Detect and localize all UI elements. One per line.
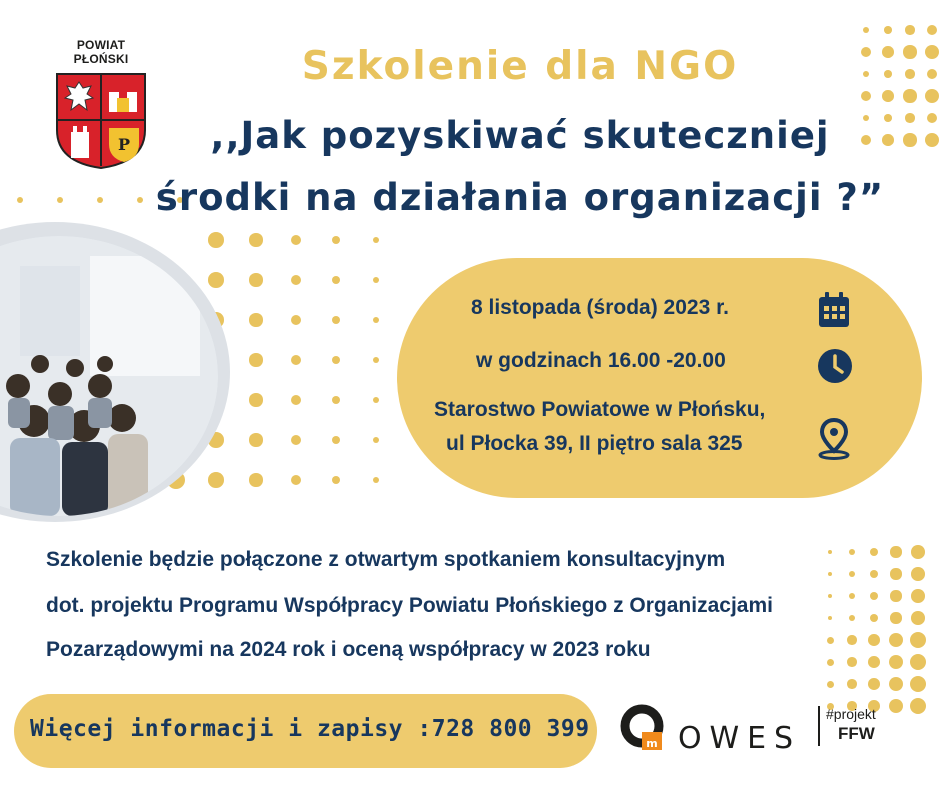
decorative-dot xyxy=(828,572,832,576)
description-line-3: Pozarządowymi na 2024 rok i oceną współpracy w 2023 roku xyxy=(46,638,651,661)
page-title: Szkolenie dla NGO xyxy=(301,44,739,89)
clock-icon xyxy=(817,348,853,384)
decorative-dot xyxy=(910,676,927,693)
event-date: 8 listopada (środa) 2023 r. xyxy=(471,296,729,319)
location-pin-icon xyxy=(817,418,851,460)
decorative-dot xyxy=(332,396,340,404)
decorative-dot xyxy=(828,550,832,554)
decorative-dot xyxy=(868,678,880,690)
decorative-dot xyxy=(849,593,855,599)
owes-label: OWES xyxy=(678,721,796,756)
decorative-dot xyxy=(828,616,832,620)
decorative-dot xyxy=(889,633,903,647)
decorative-dot xyxy=(291,435,302,446)
decorative-dot xyxy=(868,634,880,646)
decorative-dot xyxy=(249,233,262,246)
decorative-dot xyxy=(332,316,340,324)
decorative-dot xyxy=(890,568,901,579)
decorative-dot xyxy=(373,437,379,443)
decorative-dot xyxy=(870,570,879,579)
decorative-dot xyxy=(291,395,302,406)
decorative-dot xyxy=(910,632,927,649)
decorative-dot xyxy=(925,133,940,148)
decorative-dot xyxy=(332,236,340,244)
decorative-dot xyxy=(849,571,855,577)
decorative-dot xyxy=(847,635,856,644)
decorative-dot xyxy=(890,590,901,601)
decorative-dot xyxy=(847,657,856,666)
decorative-dot xyxy=(889,677,903,691)
decorative-dot xyxy=(373,357,379,363)
decorative-dot xyxy=(249,433,262,446)
contact-info: Więcej informacji i zapisy :728 800 399 xyxy=(30,716,590,742)
decorative-dot xyxy=(889,655,903,669)
logo-divider xyxy=(818,706,820,746)
event-hours: w godzinach 16.00 -20.00 xyxy=(476,349,726,372)
decorative-dot xyxy=(249,353,262,366)
ffw-label: FFW xyxy=(838,724,875,743)
decorative-dot xyxy=(863,27,869,33)
decorative-dot xyxy=(905,69,914,78)
decorative-dot xyxy=(889,699,903,713)
decorative-dot xyxy=(911,611,925,625)
svg-text:P: P xyxy=(117,135,131,154)
decorative-dot xyxy=(911,545,925,559)
decorative-dot xyxy=(373,317,379,323)
decorative-dot xyxy=(373,237,379,243)
decorative-dot xyxy=(868,656,880,668)
decorative-dot xyxy=(828,594,832,598)
description-line-1: Szkolenie będzie połączone z otwartym spotkaniem konsultacyjnym xyxy=(46,548,726,571)
decorative-dot xyxy=(870,592,879,601)
decorative-dot xyxy=(911,567,925,581)
decorative-dot xyxy=(925,89,940,104)
decorative-dot xyxy=(332,476,340,484)
decorative-dot xyxy=(827,681,834,688)
decorative-dot xyxy=(882,90,894,102)
decorative-dot xyxy=(903,89,916,102)
decorative-dot xyxy=(890,546,901,557)
decorative-dot xyxy=(827,637,834,644)
decorative-dot xyxy=(208,232,224,248)
decorative-dot xyxy=(249,473,262,486)
event-place-line-2: ul Płocka 39, II piętro sala 325 xyxy=(446,432,743,455)
decorative-dot xyxy=(208,272,224,288)
description-line-2: dot. projektu Programu Współpracy Powiatu Płońskiego z Organizacjami xyxy=(46,594,773,617)
decorative-dot xyxy=(291,315,302,326)
decorative-dot xyxy=(903,45,916,58)
decorative-dot xyxy=(249,313,262,326)
decorative-dot xyxy=(373,397,379,403)
decorative-dot xyxy=(291,275,302,286)
decorative-dot xyxy=(905,113,914,122)
decorative-dot xyxy=(870,614,879,623)
calendar-icon xyxy=(817,291,851,329)
owes-mark: m xyxy=(646,737,658,750)
decorative-dot xyxy=(57,197,63,203)
decorative-dot xyxy=(849,549,855,555)
decorative-dot xyxy=(861,91,871,101)
decorative-dot xyxy=(373,277,379,283)
decorative-dot xyxy=(373,477,379,483)
decorative-dot xyxy=(927,113,938,124)
ffw-hashtag: #projekt xyxy=(826,706,876,722)
decorative-dot xyxy=(208,472,224,488)
decorative-dot xyxy=(17,197,23,203)
decorative-dot xyxy=(332,356,340,364)
event-place-line-1: Starostwo Powiatowe w Płońsku, xyxy=(434,398,766,421)
decorative-dot xyxy=(903,133,916,146)
decorative-dot xyxy=(911,589,925,603)
decorative-dot xyxy=(332,436,340,444)
county-name: POWIAT PŁOŃSKI xyxy=(73,38,129,66)
subtitle-line-2: środki na działania organizacji ?” xyxy=(155,176,885,219)
event-details-panel xyxy=(397,258,922,498)
decorative-dot xyxy=(291,475,302,486)
decorative-dot xyxy=(910,698,927,715)
decorative-dot xyxy=(249,273,262,286)
owes-logo xyxy=(620,702,800,762)
decorative-dot xyxy=(910,654,927,671)
decorative-dot xyxy=(927,69,938,80)
decorative-dot xyxy=(291,235,302,246)
decorative-dot xyxy=(905,25,914,34)
decorative-dot xyxy=(291,355,302,366)
decorative-dot xyxy=(249,393,262,406)
decorative-dot xyxy=(925,45,940,60)
decorative-dot xyxy=(849,615,855,621)
decorative-dot xyxy=(870,548,879,557)
decorative-dot xyxy=(827,659,834,666)
contact-banner xyxy=(14,694,597,768)
decorative-dot xyxy=(847,679,856,688)
decorative-dot xyxy=(884,26,892,34)
coat-of-arms-icon xyxy=(53,70,149,170)
decorative-dot xyxy=(332,276,340,284)
decorative-dot xyxy=(890,612,901,623)
decorative-dot xyxy=(927,25,938,36)
subtitle-line-1: ,,Jak pozyskiwać skuteczniej xyxy=(210,114,830,157)
county-logo xyxy=(50,38,152,174)
